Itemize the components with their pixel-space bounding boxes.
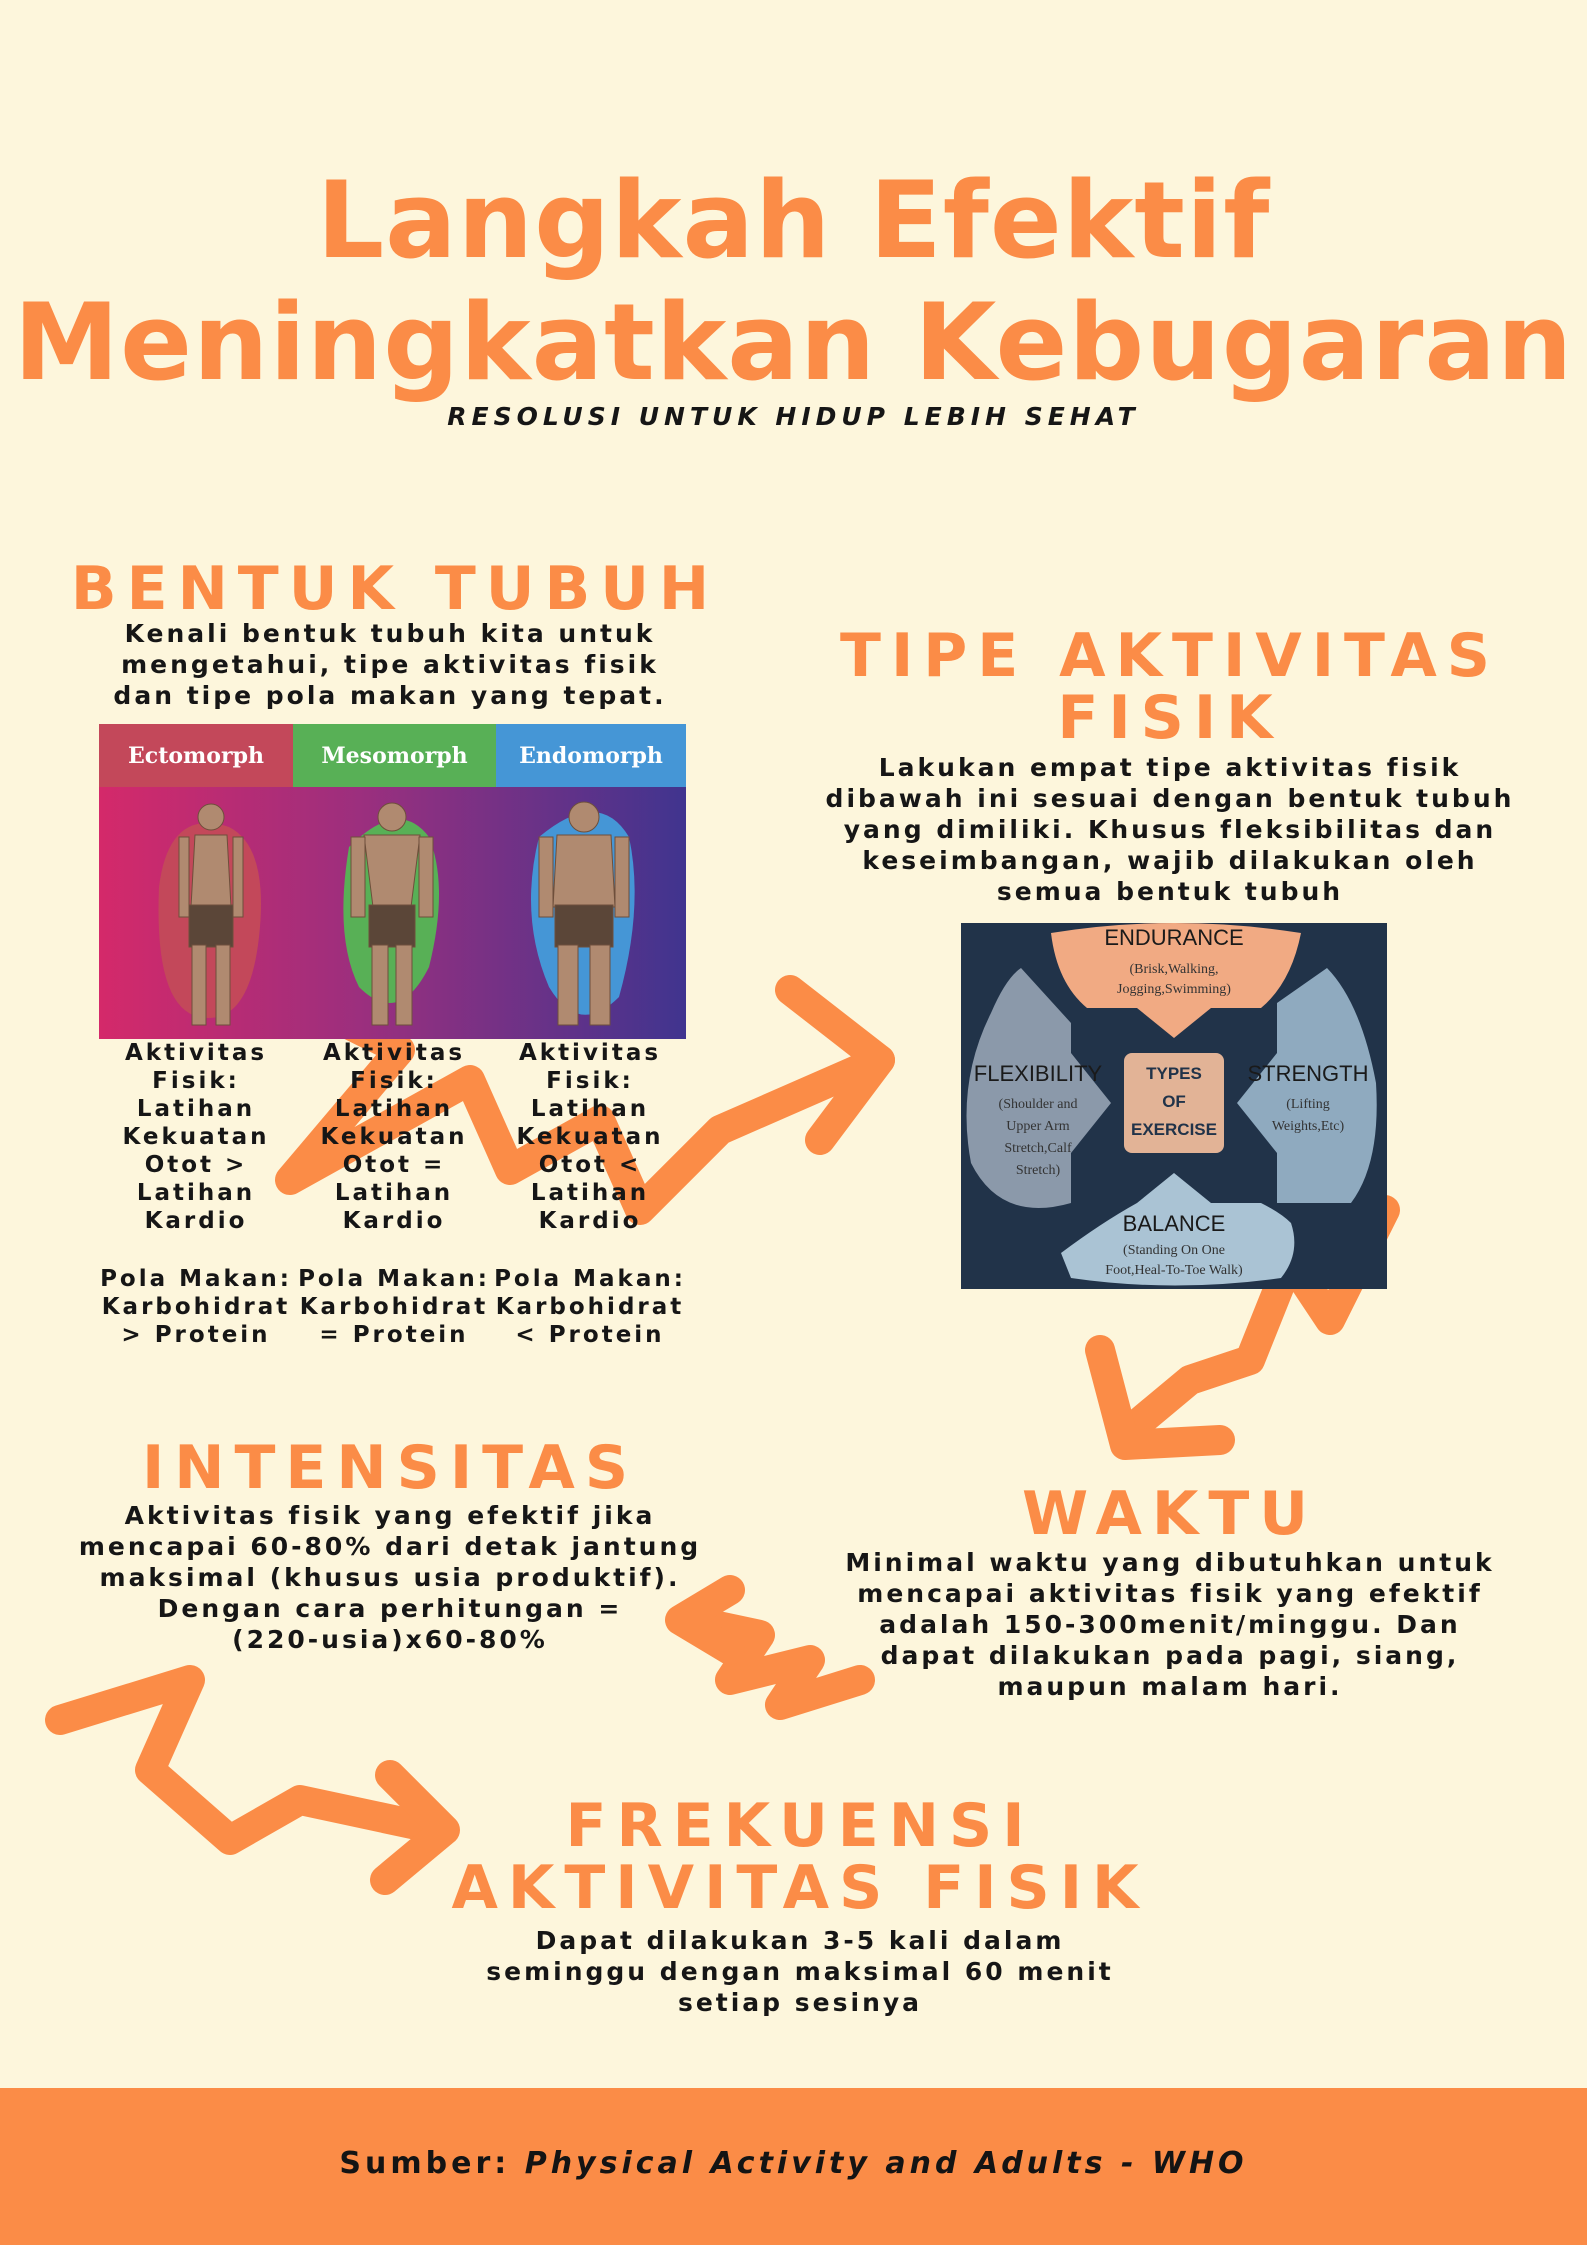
endurance-title: ENDURANCE: [1104, 925, 1244, 950]
intensitas-description: Aktivitas fisik yang efektif jika mencapai 60-80% dari detak jantung maksimal (khusus usia produktif). Dengan cara perhitungan = (220-usia)x60-80%: [78, 1501, 702, 1654]
strength-title: STRENGTH: [1247, 1061, 1369, 1086]
endomorph-column: [494, 1039, 686, 1349]
ectomorph-column: [99, 1039, 293, 1349]
source-title: Physical Activity and Adults - WHO: [524, 2146, 1248, 2181]
center-label-3: EXERCISE: [1131, 1120, 1217, 1139]
mesomorph-activity: Aktivitas Fisik: Latihan Kekuatan Otot = Latihan Kardio: [320, 1040, 468, 1234]
footer: [0, 2088, 1587, 2245]
bentuk-tubuh-description: Kenali bentuk tubuh kita untuk mengetahui, tipe aktivitas fisik dan tipe pola makan yang tepat.: [113, 619, 667, 710]
mesomorph-label: Mesomorph: [293, 724, 496, 787]
flexibility-detail-1: (Shoulder and: [998, 1097, 1078, 1112]
page-title: [0, 160, 1587, 404]
flexibility-detail-3: Stretch,Calf: [1004, 1141, 1072, 1156]
balance-detail-2: Foot,Heal-To-Toe Walk): [1105, 1263, 1243, 1278]
page-subtitle: RESOLUSI UNTUK HIDUP LEBIH SEHAT: [447, 402, 1140, 431]
exercise-types-diagram: [961, 923, 1387, 1289]
mesomorph-diet: Pola Makan: Karbohidrat = Protein: [298, 1266, 490, 1348]
strength-detail-1: (Lifting: [1286, 1097, 1330, 1112]
tipe-aktivitas-heading: TIPE AKTIVITAS FISIK: [840, 621, 1500, 753]
tipe-aktivitas-description: Lakukan empat tipe aktivitas fisik dibawah ini sesuai dengan bentuk tubuh yang dimiliki. Khusus fleksibilitas dan keseimbangan, wajib dilakukan oleh semua bentuk tubuh: [825, 753, 1515, 906]
center-label-2: OF: [1162, 1092, 1186, 1111]
balance-detail-1: (Standing On One: [1123, 1243, 1225, 1258]
endomorph-activity: Aktivitas Fisik: Latihan Kekuatan Otot < Latihan Kardio: [516, 1040, 664, 1234]
mesomorph-column: [295, 1039, 493, 1349]
body-figures: [99, 787, 686, 1039]
flexibility-detail-4: Stretch): [1015, 1163, 1061, 1178]
strength-detail-2: Weights,Etc): [1271, 1119, 1345, 1134]
endurance-detail-2: Jogging,Swimming): [1117, 982, 1231, 997]
frekuensi-heading: FREKUENSI AKTIVITAS FISIK: [451, 1791, 1149, 1923]
frekuensi-description: Dapat dilakukan 3-5 kali dalam seminggu dengan maksimal 60 menit setiap sesinya: [486, 1926, 1114, 2017]
ectomorph-label: Ectomorph: [99, 724, 293, 787]
balance-title: BALANCE: [1122, 1211, 1226, 1236]
waktu-description: Minimal waktu yang dibutuhkan untuk mencapai aktivitas fisik yang efektif adalah 150-300menit/minggu. Dan dapat dilakukan pada pagi, siang, maupun malam hari.: [845, 1548, 1495, 1701]
body-type-image: [99, 724, 686, 1039]
source-citation: [0, 2146, 1587, 2181]
arrow-zigzag-4: [60, 1680, 440, 1840]
ectomorph-activity: Aktivitas Fisik: Latihan Kekuatan Otot > Latihan Kardio: [122, 1040, 270, 1234]
title-line-1: Langkah Efektif: [316, 159, 1271, 282]
flexibility-title: FLEXIBILITY: [973, 1061, 1103, 1086]
source-prefix: Sumber:: [339, 2146, 525, 2181]
ectomorph-diet: Pola Makan: Karbohidrat > Protein: [100, 1266, 292, 1348]
center-label-1: TYPES: [1146, 1064, 1202, 1083]
title-line-2: Meningkatkan Kebugaran: [13, 281, 1574, 404]
endomorph-label: Endomorph: [496, 724, 686, 787]
endomorph-diet: Pola Makan: Karbohidrat < Protein: [494, 1266, 686, 1348]
flexibility-detail-2: Upper Arm: [1006, 1119, 1070, 1134]
intensitas-heading: INTENSITAS: [141, 1433, 639, 1503]
endurance-detail-1: (Brisk,Walking,: [1129, 962, 1219, 977]
waktu-heading: WAKTU: [1021, 1479, 1319, 1549]
bentuk-tubuh-heading: BENTUK TUBUH: [70, 554, 720, 624]
